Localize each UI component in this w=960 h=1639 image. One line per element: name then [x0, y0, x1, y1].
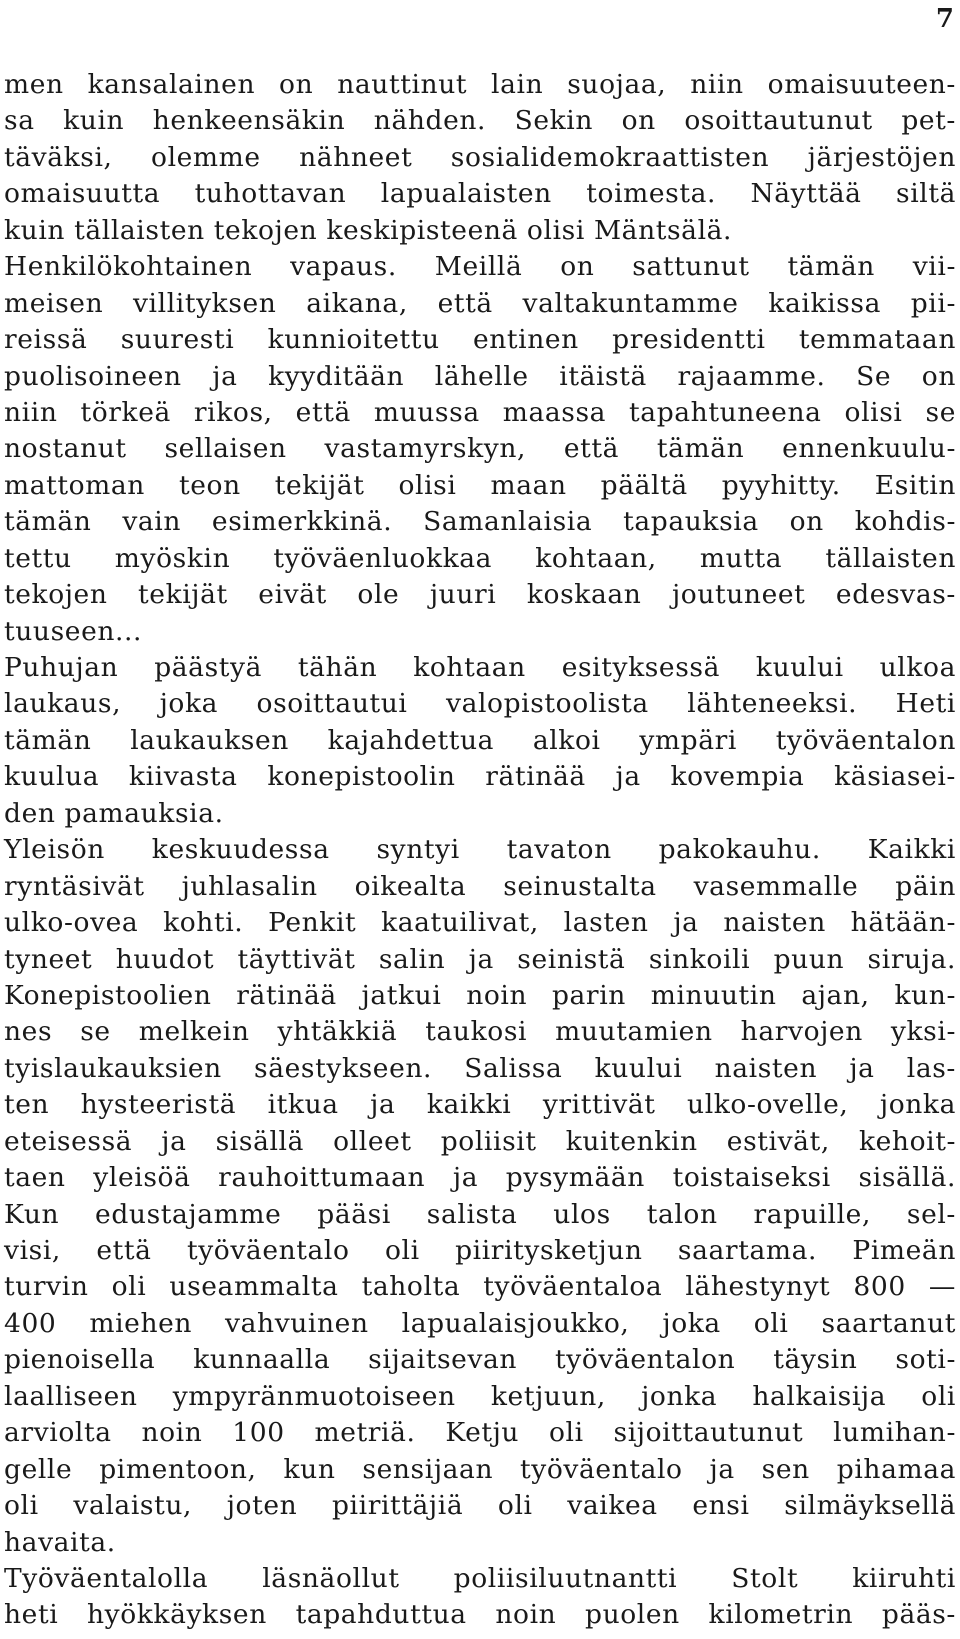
text-line: gelle pimentoon, kun sensijaan työväentalo ja sen pihamaa: [4, 1453, 956, 1485]
text-line: puolisoineen ja kyyditään lähelle itäistä rajaamme. Se on: [4, 360, 956, 392]
text-line: tämän vain esimerkkinä. Samanlaisia tapauksia on kohdis-: [4, 506, 956, 538]
text-line: visi, että työväentalo oli piiritysketjun saartama. Pimeän: [4, 1235, 956, 1266]
body-text: [4, 67, 956, 1634]
text-line: nostanut sellaisen vastamyrskyn, että tämän ennenkuulu-: [4, 433, 956, 465]
text-line: oli valaistu, joten piirittäjiä oli vaikea ensi silmäyksellä: [4, 1490, 956, 1522]
text-line: turvin oli useammalta taholta työväentaloa lähestynyt 800 —: [4, 1271, 956, 1303]
text-line: niin törkeä rikos, että muussa maassa tapahtuneena olisi se: [4, 396, 956, 428]
text-line: heti hyökkäyksen tapahduttua noin puolen kilometrin pääs-: [4, 1599, 956, 1631]
text-line: nes se melkein yhtäkkiä taukosi muutamien harvojen yksi-: [4, 1016, 956, 1048]
text-line: tyneet huudot täyttivät salin ja seinistä sinkoili puun siruja.: [4, 943, 956, 975]
text-line: meisen villityksen aikana, että valtakuntamme kaikissa pii-: [4, 287, 956, 319]
text-line: laukaus, joka osoittautui valopistoolista lähteneeksi. Heti: [4, 688, 956, 720]
text-line: men kansalainen on nauttinut lain suojaa, niin omaisuuteen-: [4, 69, 956, 100]
text-line: Yleisön keskuudessa syntyi tavaton pakokauhu. Kaikki: [4, 834, 956, 866]
text-line: ryntäsivät juhlasalin oikealta seinustalta vasemmalle päin: [4, 870, 956, 902]
text-line: Konepistoolien rätinää jatkui noin parin minuutin ajan, kun-: [4, 979, 956, 1011]
text-line: den pamauksia.: [4, 797, 224, 829]
text-line: tettu myöskin työväenluokkaa kohtaan, mutta tällaisten: [4, 542, 956, 574]
text-line: tyislaukauksien säestykseen. Salissa kuului naisten ja las-: [4, 1052, 956, 1084]
text-line: ten hysteeristä itkua ja kaikki yrittivät ulko-ovelle, jonka: [4, 1089, 956, 1121]
text-line: kuin tällaisten tekojen keskipisteenä olisi Mäntsälä.: [4, 214, 733, 246]
text-line: eteisessä ja sisällä olleet poliisit kuitenkin estivät, kehoit-: [4, 1125, 956, 1157]
text-line: tämän laukauksen kajahdettua alkoi ympäri työväentalon: [4, 724, 956, 756]
text-line: reissä suuresti kunnioitettu entinen presidentti temmataan: [4, 324, 956, 356]
text-line: Puhujan päästyä tähän kohtaan esityksessä kuului ulkoa: [4, 652, 956, 683]
text-line: omaisuutta tuhottavan lapualaisten toimesta. Näyttää siltä: [4, 178, 956, 210]
text-line: taen yleisöä rauhoittumaan ja pysymään toistaiseksi sisällä.: [4, 1162, 956, 1194]
text-line: ulko-ovea kohti. Penkit kaatuilivat, lasten ja naisten hätään-: [4, 907, 956, 939]
text-line: laalliseen ympyränmuotoiseen ketjuun, jonka halkaisija oli: [4, 1380, 956, 1412]
text-line: tuuseen...: [4, 615, 143, 647]
text-line: Henkilökohtainen vapaus. Meillä on sattunut tämän vii-: [4, 251, 956, 283]
text-line: täväksi, olemme nähneet sosialidemokraattisten järjestöjen: [4, 141, 956, 173]
text-line: 400 miehen vahvuinen lapualaisjoukko, joka oli saartanut: [4, 1307, 956, 1339]
text-line: kuulua kiivasta konepistoolin rätinää ja kovempia käsiasei-: [4, 761, 956, 793]
text-line: mattoman teon tekijät olisi maan päältä pyyhitty. Esitin: [4, 469, 956, 501]
text-line: tekojen tekijät eivät ole juuri koskaan joutuneet edesvas-: [4, 579, 956, 611]
text-line: Kun edustajamme pääsi salista ulos talon rapuille, sel-: [4, 1198, 956, 1230]
text-line: arviolta noin 100 metriä. Ketju oli sijoittautunut lumihan-: [4, 1417, 956, 1449]
page-number: 7: [935, 4, 954, 34]
text-line: sa kuin henkeensäkin nähden. Sekin on osoittautunut pet-: [4, 105, 956, 137]
text-line: havaita.: [4, 1526, 116, 1558]
text-line: Työväentalolla läsnäollut poliisiluutnantti Stolt kiiruhti: [4, 1562, 956, 1594]
text-line: pienoisella kunnaalla sijaitsevan työväentalon täysin soti-: [4, 1344, 956, 1376]
